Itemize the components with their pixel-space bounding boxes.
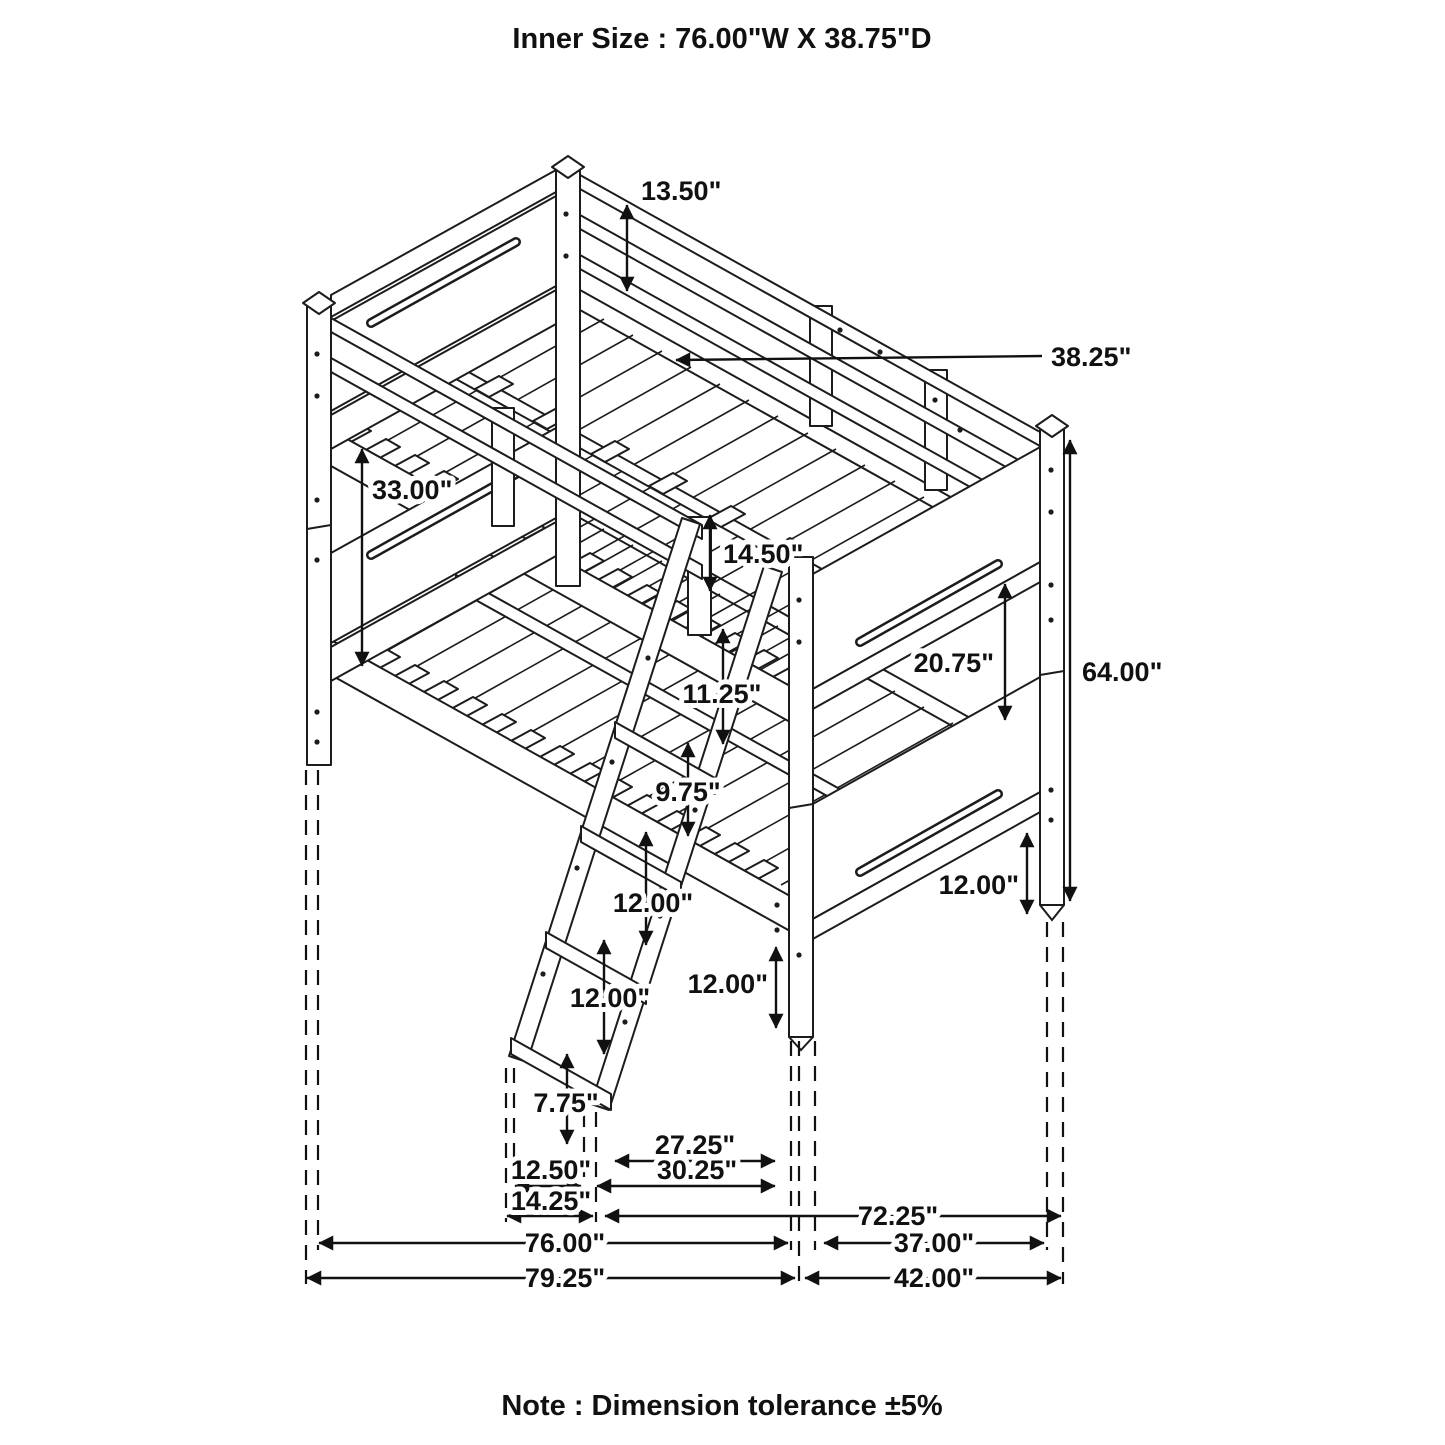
dim-76-00 bbox=[319, 1228, 788, 1258]
dim-37-00 bbox=[824, 1228, 1044, 1258]
dim-label-38-25: 38.25" bbox=[1051, 342, 1132, 372]
dim-label-9-75: 9.75" bbox=[655, 777, 721, 807]
dim-label-30-25: 30.25" bbox=[656, 1155, 738, 1185]
dim-label-20-75: 20.75" bbox=[913, 648, 994, 678]
dim-label-12-00-a: 12.00" bbox=[612, 888, 694, 918]
dim-79-25 bbox=[307, 1263, 795, 1293]
dim-72-25 bbox=[605, 1201, 1061, 1231]
front-foot-post bbox=[789, 557, 813, 1050]
dim-12-00-front-leg bbox=[688, 947, 776, 1028]
dim-label-7-75: 7.75" bbox=[533, 1088, 599, 1118]
dim-label-72-25: 72.25" bbox=[857, 1201, 939, 1231]
dim-label-12-00-d: 12.00" bbox=[938, 870, 1019, 900]
dim-label-42-00: 42.00" bbox=[893, 1263, 975, 1293]
dim-14-25 bbox=[507, 1186, 593, 1216]
dim-label-11-25: 11.25" bbox=[682, 679, 762, 709]
dim-label-12-00-c: 12.00" bbox=[687, 969, 768, 999]
dim-label-33-00: 33.00" bbox=[372, 475, 453, 505]
dim-label-12-00-b: 12.00" bbox=[569, 983, 651, 1013]
dim-12-50 bbox=[511, 1155, 591, 1186]
tolerance-note: Note : Dimension tolerance ±5% bbox=[501, 1390, 943, 1422]
dim-30-25 bbox=[597, 1155, 775, 1186]
page-title: Inner Size : 76.00"W X 38.75"D bbox=[512, 23, 932, 55]
front-head-post bbox=[303, 292, 335, 765]
dim-label-14-25: 14.25" bbox=[510, 1186, 592, 1216]
rear-foot-post bbox=[1036, 415, 1068, 920]
dim-label-79-25: 79.25" bbox=[524, 1263, 606, 1293]
dim-label-76-00: 76.00" bbox=[524, 1228, 606, 1258]
bunk-bed-drawing bbox=[303, 156, 1068, 1110]
dim-label-12-50: 12.50" bbox=[510, 1155, 592, 1185]
dim-64-00 bbox=[1070, 440, 1162, 901]
dim-label-14-50: 14.50" bbox=[723, 539, 804, 569]
dim-label-13-50: 13.50" bbox=[641, 176, 722, 206]
dim-label-37-00: 37.00" bbox=[893, 1228, 975, 1258]
lower-foot-panel bbox=[811, 676, 1042, 940]
dim-42-00 bbox=[805, 1263, 1061, 1293]
dim-label-64-00: 64.00" bbox=[1082, 657, 1163, 687]
dim-label-27-25: 27.25" bbox=[654, 1130, 736, 1160]
